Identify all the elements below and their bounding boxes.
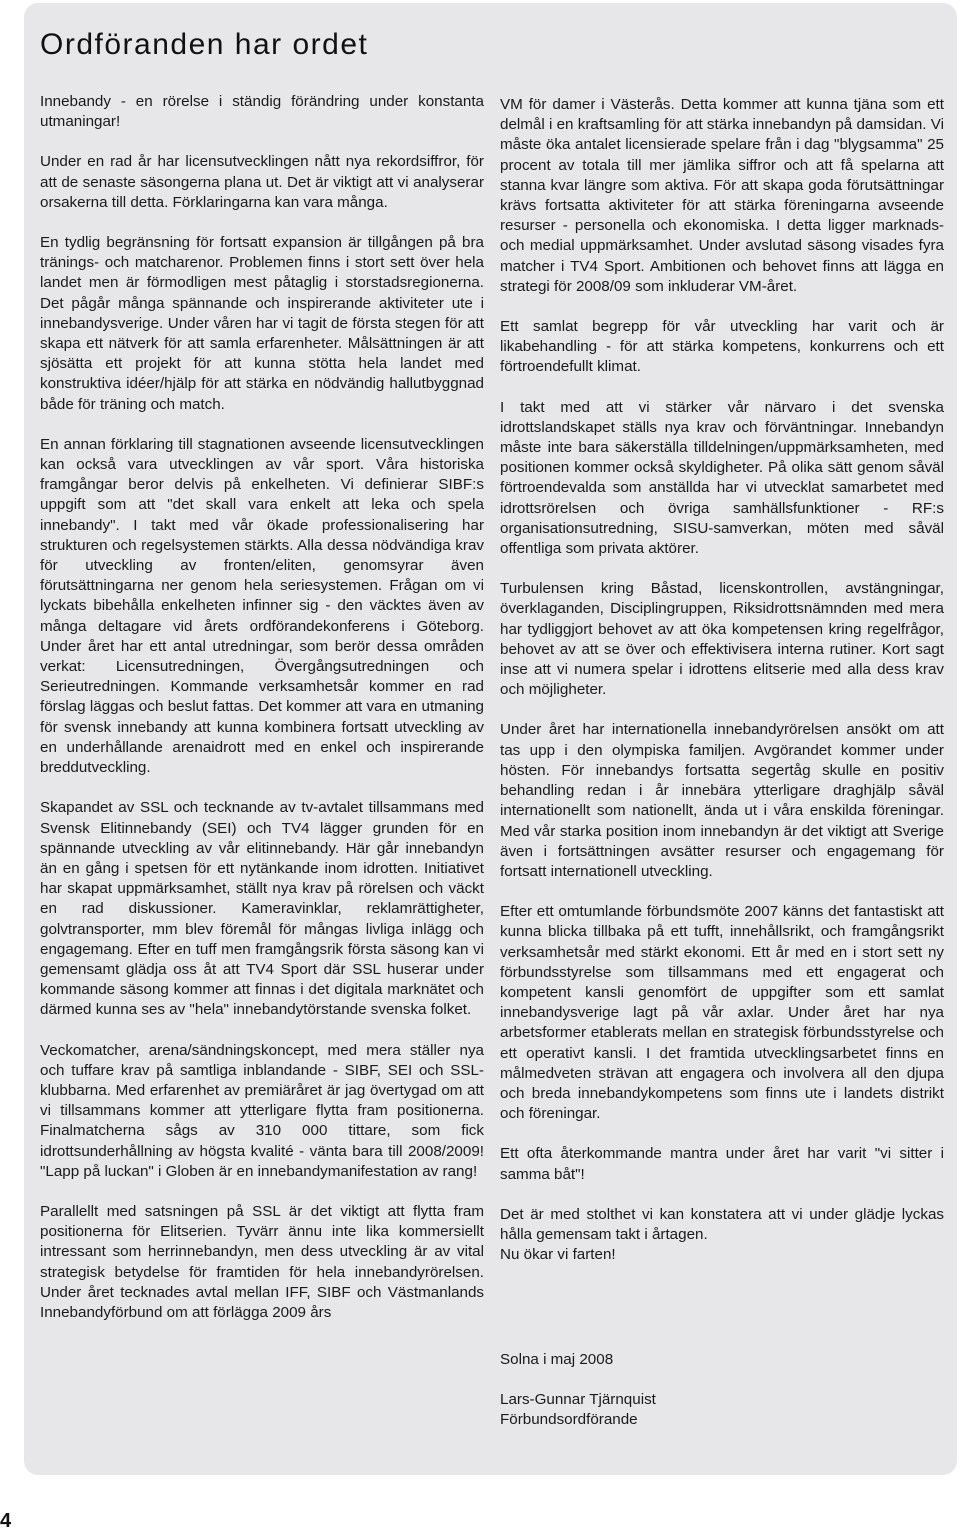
paragraph: VM för damer i Västerås. Detta kommer att kunna tjäna som ett delmål i en kraftsamling för att stärka innebandyn på damsidan. Vi måste öka antalet licensierade spelare från i dag "blygsamma" 25 procent av totala till mer jämlika siffror och att få spelarna att stanna kvar längre som aktiva. För att skapa goda förutsättningar krävs fortsatta aktiviteter för att stärka föreningarna avseende resurser - personella och ekonomiska. I detta ligger marknads- och medial uppmärksamhet. Under avslutad säsong visades fyra matcher i TV4 Sport. Ambitionen och behovet finns att lägga en strategi för 2008/09 som inkluderar VM-året. (500, 96, 944, 295)
paragraph: Efter ett omtumlande förbundsmöte 2007 känns det fantastiskt att kunna blicka tillbaka på ett tufft, innehållsrikt, och framgångsrikt verksamhetsår med stärkt ekonomi. Ett år med en i stort sett ny förbundsstyrelse som tillsammans med ett engagerat och kompetent kansli genomfört de uppgifter som ett samlat innebandysverige lagt på vår axlar. Under året har nya arbetsformer etablerats mellan en strategisk förbundsstyrelse och ett operativt kansli. I det framtida utvecklingsarbetet finns en målmedveten strävan att engagera och involvera all den djupa och breda innebandykompetens som finns ute i landets distrikt och föreningar. (500, 903, 944, 1123)
left-column (40, 92, 484, 1343)
paragraph: Skapandet av SSL och tecknande av tv-avtalet tillsammans med Svensk Elitinnebandy (SEI) och TV4 lägger grunden för en spännande utveckling av vår elitinnebandy. Här går innebandyn än en gång i spetsen för ett nytänkande inom idrotten. Initiativet har skapat uppmärksamhet, ställt nya krav på rörelsen och väckt en rad diskussioner. Kameravinklar, reklamrättigheter, golvtransporter, mm blev föremål för mångas livliga inlägg och engagemang. Efter en tuff men framgångsrik första säsong kan vi gemensamt glädja oss åt att TV4 Sport där SSL huserar under kommande säsong kommer att finnas i det digitala marknätet och därmed kunna ses av "hela" innebandytörstande svenska folket. (40, 799, 484, 1019)
closing-line: Nu ökar vi farten! (500, 1246, 616, 1264)
paragraph: En tydlig begränsning för fortsatt expansion är tillgången på bra tränings- och matcharenor. Problemen finns i stort sett över hela landet men är förmodligen mest påtaglig i storstadsregionerna. Det pågår många spännande och inspirerande aktiviteter ute i innebandysverige. Under våren har vi tagit de första stegen för att skapa ett nätverk för att samla erfarenheter. Målsättningen är att sjösätta ett projekt för att kunna stötta hela landet med konstruktiva idéer/hjälp för att stärka en nödvändig hallutbyggnad både för träning och match. (40, 234, 484, 413)
signer-role: Förbundsordförande (500, 1411, 638, 1429)
paragraph: Ett samlat begrepp för vår utveckling har varit och är likabehandling - för att stärka kompetens, konkurrens och ett förtroendefullt klimat. (500, 318, 944, 376)
page-number: 4 (0, 1510, 12, 1532)
paragraph: Ett ofta återkommande mantra under året har varit "vi sitter i samma båt"! (500, 1145, 944, 1183)
paragraph: Veckomatcher, arena/sändningskoncept, med mera ställer nya och tuffare krav på samtliga inblandande - SIBF, SEI och SSL-klubbarna. Med erfarenhet av premiäråret är jag övertygad om att vi tillsammans kommer att ytterligare flytta fram positionerna. Finalmatcherna sågs av 310 000 tittare, som fick idrottsunderhållning av högsta kvalité - vänta bara till 2008/2009! "Lapp på luckan" i Globen är en innebandymanifestation av rang! (40, 1041, 484, 1180)
paragraph: Turbulensen kring Båstad, licenskontrollen, avstängningar, överklaganden, Disciplingruppen, Riksidrottsnämnden med mera har tydliggjort behovet av att öka kompetensen kring regelfrågor, behovet av att se över och effektivisera interna rutiner. Kort sagt inse att vi numera spelar i idrottens elitserie med alla dess krav och möjligheter. (500, 580, 944, 699)
right-column (500, 95, 944, 1285)
closing-paragraph (500, 1205, 944, 1266)
signature (500, 1390, 656, 1430)
article-title: Ordföranden har ordet (40, 28, 369, 61)
closing-line: Det är med stolthet vi kan konstatera att vi under glädje lyckas hålla gemensam takt i årtagen. (500, 1205, 944, 1243)
paragraph: I takt med att vi stärker vår närvaro i det svenska idrottslandskapet ställs nya krav och förväntningar. Innebandyn måste inte bara säkerställa tilldelningen/uppmärksamheten, med positionen kommer också skyldigheter. På olika sätt genom såväl förtroendevalda som anställda har vi utvecklat samarbetet med idrottsrörelsen och övriga samhällsfunktioner - RF:s organisationsutredning, SISU-samverkan, möten med såväl offentliga som privata aktörer. (500, 398, 944, 558)
signer-name: Lars-Gunnar Tjärnquist (500, 1391, 656, 1409)
paragraph: Under året har internationella innebandyrörelsen ansökt om att tas upp i den olympiska familjen. Avgörandet kommer under hösten. För innebandys fortsatta segertåg skulle en positiv behandling redan i år innebära ytterligare draghjälp såväl internationellt som nationellt, ända ut i våra enskilda föreningar. Med vår starka position inom innebandyn är det viktigt att Sverige även i fortsättningen avsätter resurser och engagemang för fortsatt internationell utveckling. (500, 721, 944, 880)
paragraph: Parallellt med satsningen på SSL är det viktigt att flytta fram positionerna för Elitserien. Tyvärr ännu inte lika kommersiellt intressant som herrinnebandyn, men dess utveckling är av vital strategisk betydelse för framtiden för hela innebandyrörelsen. Under året tecknades avtal mellan IFF, SIBF och Västmanlands Innebandyförbund om att förlägga 2009 års (40, 1202, 484, 1321)
signature-block (500, 1350, 656, 1451)
place-date: Solna i maj 2008 (500, 1351, 614, 1368)
paragraph: Innebandy - en rörelse i ständig förändring under konstanta utmaningar! (40, 93, 484, 131)
paragraph: Under en rad år har licensutvecklingen nått nya rekordsiffror, för att de senaste säsongerna plana ut. Det är viktigt att vi analyserar orsakerna till detta. Förklaringarna kan vara många. (40, 153, 484, 211)
paragraph: En annan förklaring till stagnationen avseende licensutvecklingen kan också vara utvecklingen av vår sport. Våra historiska framgångar beror delvis på enkelheten. Vi definierar SIBF:s uppgift som att "det skall vara enkelt att leka och spela innebandy". I takt med vår ökade professionalisering har strukturen och regelsystemen stärkts. Alla dessa nödvändiga krav för utveckling av fronten/eliten, genomsyrar även förutsättningarna ner genom hela seriesystemen. Frågan om vi lyckats bibehålla enkelheten infinner sig - den väcktes även av många deltagare vid årets ordförandekonferens i Göteborg. Under året har ett antal utredningar, som berör dessa områden verkat: Licensutredningen, Övergångsutredningen och Serieutredningen. Kommande verksamhetsår kommer en rad förslag läggas och beslut fattas. Det kommer att vara en utmaning för svensk innebandy att kunna kombinera fortsatt utveckling av en underhållande arenaidrott med en enkel och inspirerande breddutveckling. (40, 435, 484, 777)
